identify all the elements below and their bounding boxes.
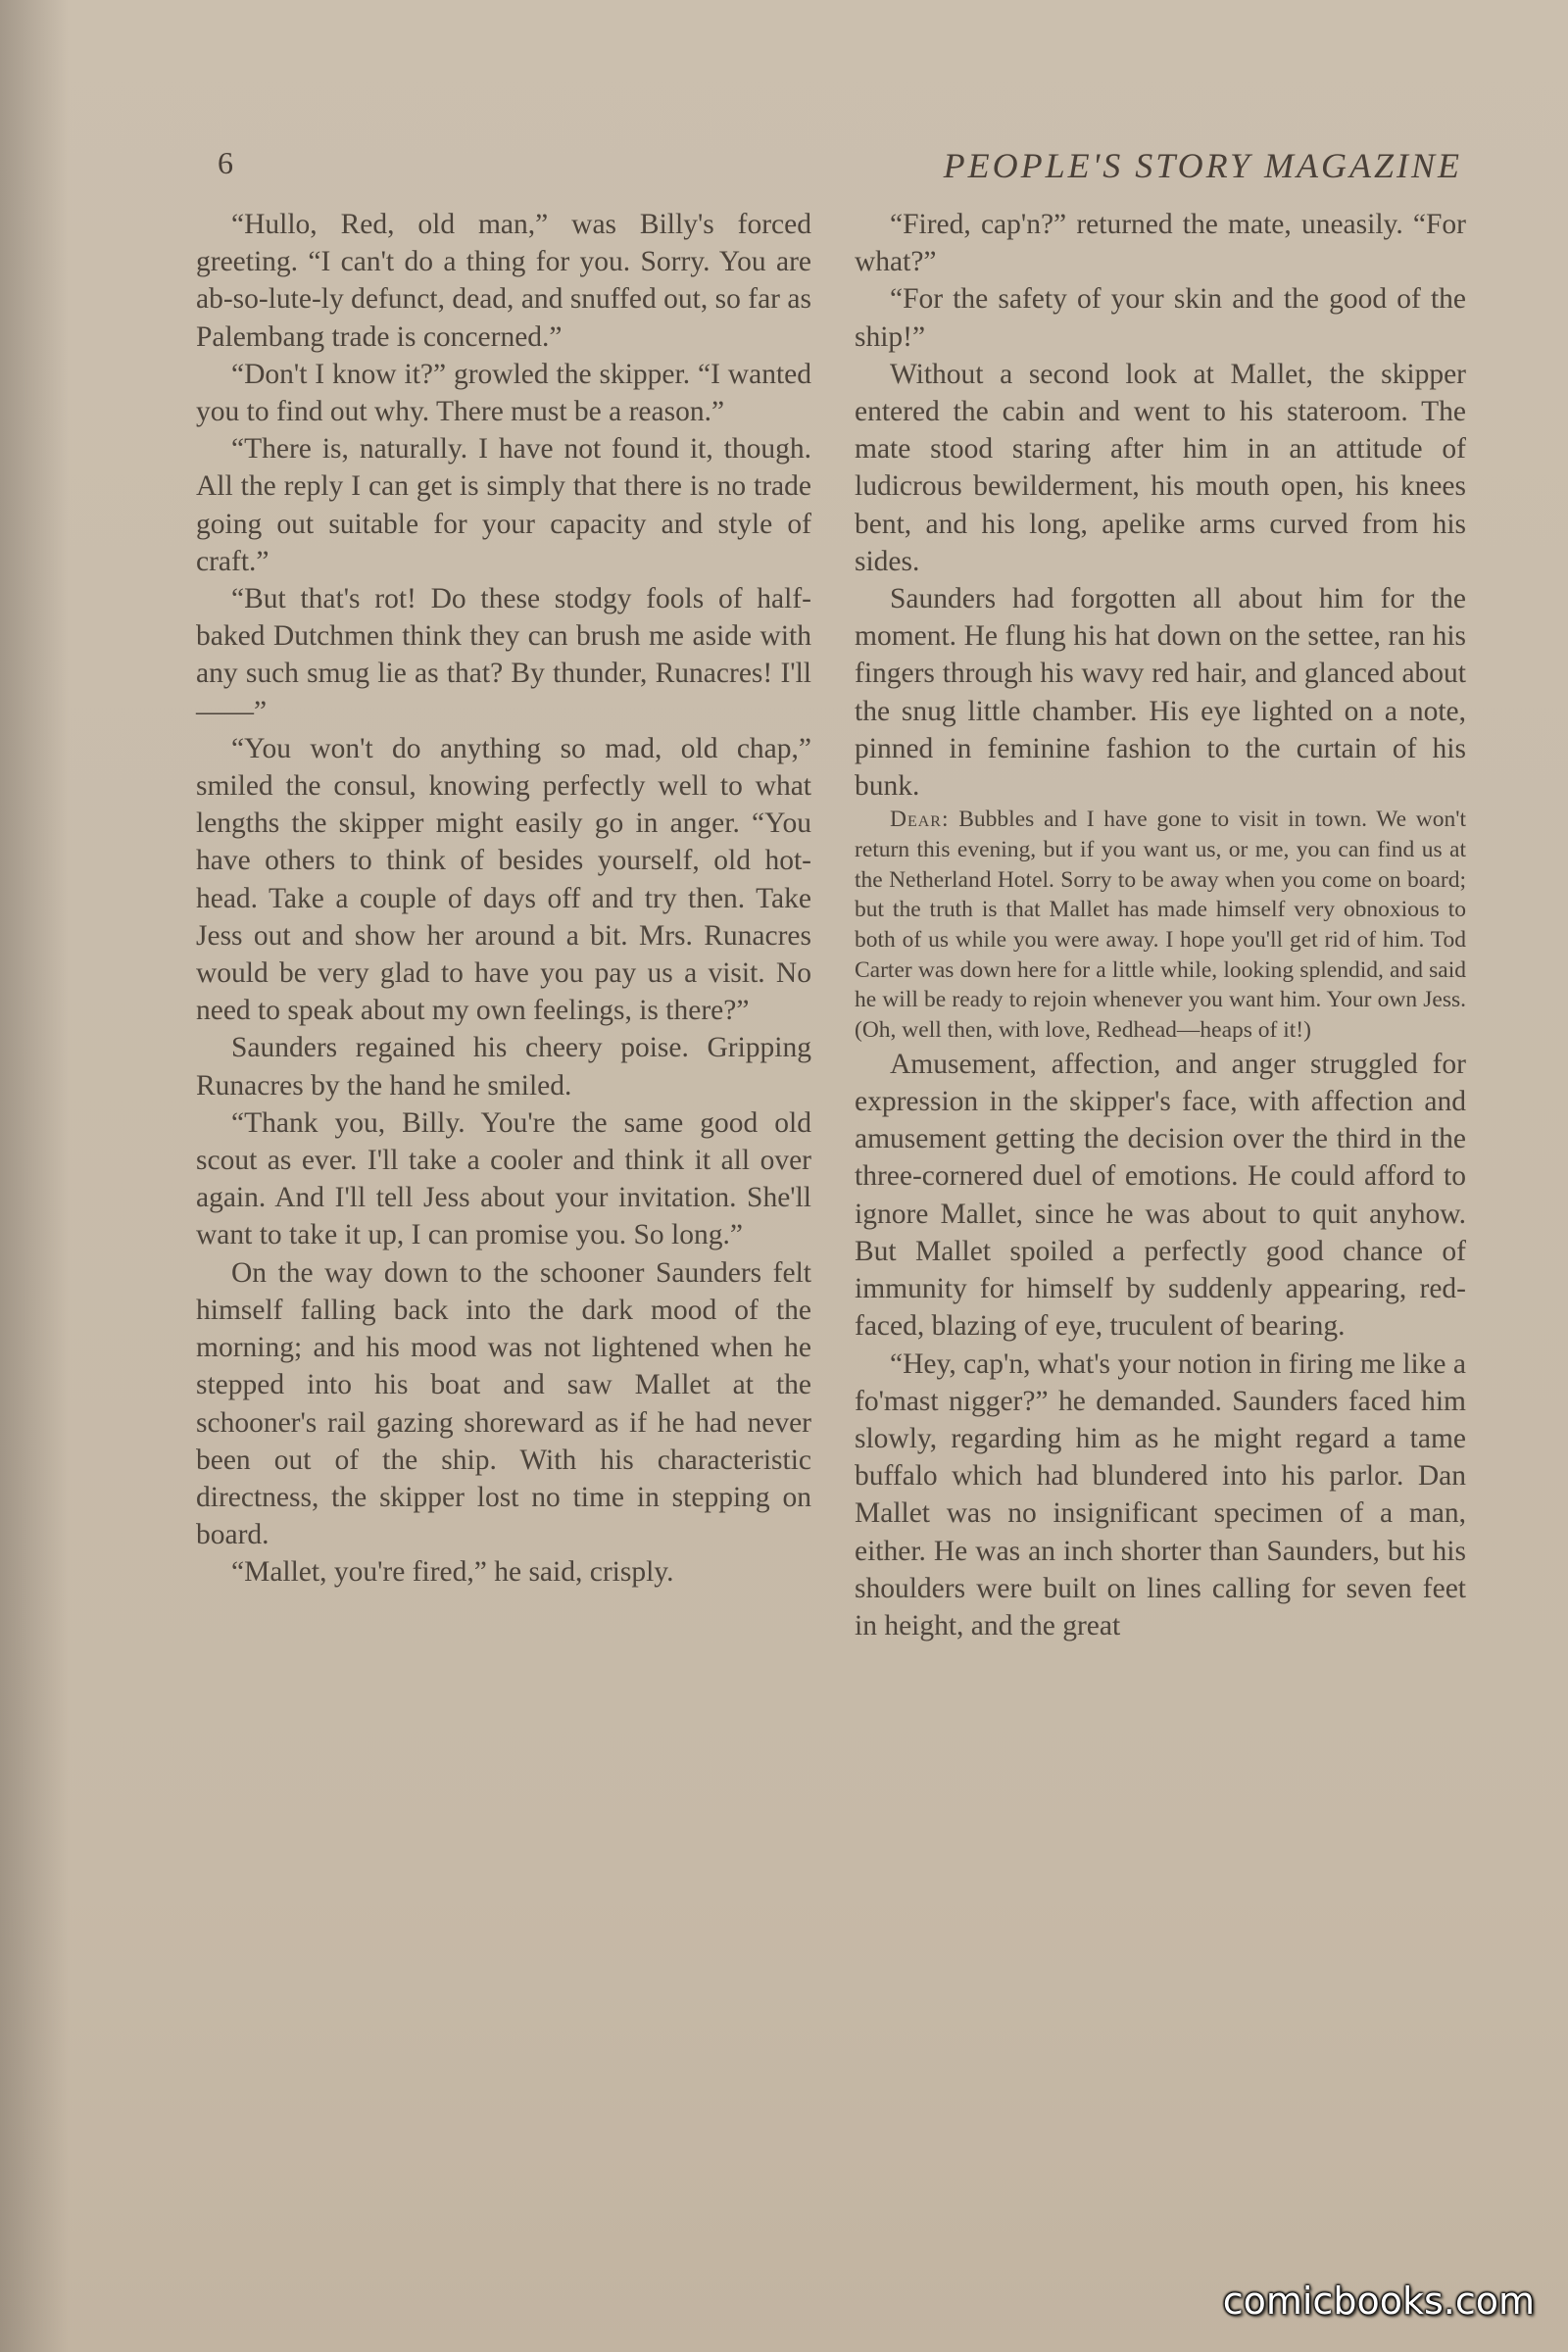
paragraph: “You won't do anything so mad, old chap,” smiled the consul, knowing perfectly well to what lengths the skipper might easily go in anger. “You have others to think of besides yourself, old hot-head. Take a couple of days off and try then. Take Jess out and show her around a bit. Mrs. Runacres would be very glad to have you pay us a visit. No need to speak about my own feelings, is there?” <box>196 732 811 1027</box>
right-column <box>855 206 1466 1644</box>
paragraph: On the way down to the schooner Saunders felt himself falling back into the dark mood of the morning; and his mood was not lightened when he stepped into his boat and saw Mallet at the schooner's rail gazing shoreward as if he had never been out of the ship. With his characteristic directness, the skipper lost no time in stepping on board. <box>196 1256 811 1551</box>
paragraph: “Thank you, Billy. You're the same good old scout as ever. I'll take a cooler and think it all over again. And I'll tell Jess about your invitation. She'll want to take it up, I can promise you. So long.” <box>196 1106 811 1251</box>
paragraph: “Don't I know it?” growled the skipper. “I wanted you to find out why. There must be a reason.” <box>196 358 811 428</box>
jess-note <box>855 805 1466 1046</box>
paragraph: “There is, naturally. I have not found it, though. All the reply I can get is simply that there is no trade going out suitable for your capacity and style of craft.” <box>196 433 811 577</box>
note-body: Bubbles and I have gone to visit in town. We won't return this evening, but if you want us, or me, you can find us at the Netherland Hotel. Sorry to be away when you come on board; but the truth is that Mallet has made himself very obnoxious to both of us while you were away. I hope you'll get rid of him. Tod Carter was down here for a little while, looking splendid, and said he will be ready to rejoin whenever you want him. Your own Jess. (Oh, well then, with love, Redhead—heaps of it!) <box>855 807 1466 1044</box>
paragraph: “Hey, cap'n, what's your notion in firing me like a fo'mast nigger?” he demanded. Saunders faced him slowly, regarding him as he might regard a tame buffalo which had blundered into his parlor. Dan Mallet was no insignificant specimen of a man, either. He was an inch shorter than Saunders, but his shoulders were built on lines calling for seven feet in height, and the great <box>855 1348 1466 1642</box>
page-header <box>218 145 1462 194</box>
note-salutation: Dear: <box>890 807 950 833</box>
paragraph: Without a second look at Mallet, the skipper entered the cabin and went to his stateroom. The mate stood staring after him in an attitude of ludicrous bewilderment, his mouth open, his knees bent, and his long, apelike arms curved from his sides. <box>855 358 1466 577</box>
paragraph: “For the safety of your skin and the good of the ship!” <box>855 283 1466 353</box>
left-column <box>196 206 811 1592</box>
paragraph: “Mallet, you're fired,” he said, crisply. <box>231 1556 674 1589</box>
paragraph: Amusement, affection, and anger struggled for expression in the skipper's face, with affection and amusement getting the decision over the third in the three-cornered duel of emotions. He could afford to ignore Mallet, since he was about to quit anyhow. But Mallet spoiled a perfectly good chance of immunity for himself by suddenly appearing, red-faced, blazing of eye, truculent of bearing. <box>855 1048 1466 1343</box>
paragraph: Saunders regained his cheery poise. Gripping Runacres by the hand he smiled. <box>196 1032 811 1102</box>
paragraph: “But that's rot! Do these stodgy fools of half-baked Dutchmen think they can brush me aside with any such smug lie as that? By thunder, Runacres! I'll——” <box>196 583 811 727</box>
binding-shadow <box>0 0 69 2352</box>
running-title: PEOPLE'S STORY MAGAZINE <box>943 146 1462 185</box>
paragraph: Saunders had forgotten all about him for the moment. He flung his hat down on the settee, ran his fingers through his wavy red hair, and glanced about the snug little chamber. His eye lighted on a note, pinned in feminine fashion to the curtain of his bunk. <box>855 583 1466 803</box>
paragraph: “Hullo, Red, old man,” was Billy's forced greeting. “I can't do a thing for you. Sorry. You are ab-so-lute-ly defunct, dead, and snuffed out, so far as Palembang trade is concerned.” <box>196 209 811 353</box>
page-number: 6 <box>218 145 233 180</box>
paragraph: “Fired, cap'n?” returned the mate, uneasily. “For what?” <box>855 209 1466 278</box>
site-watermark: comicbooks.com <box>1222 2279 1535 2323</box>
